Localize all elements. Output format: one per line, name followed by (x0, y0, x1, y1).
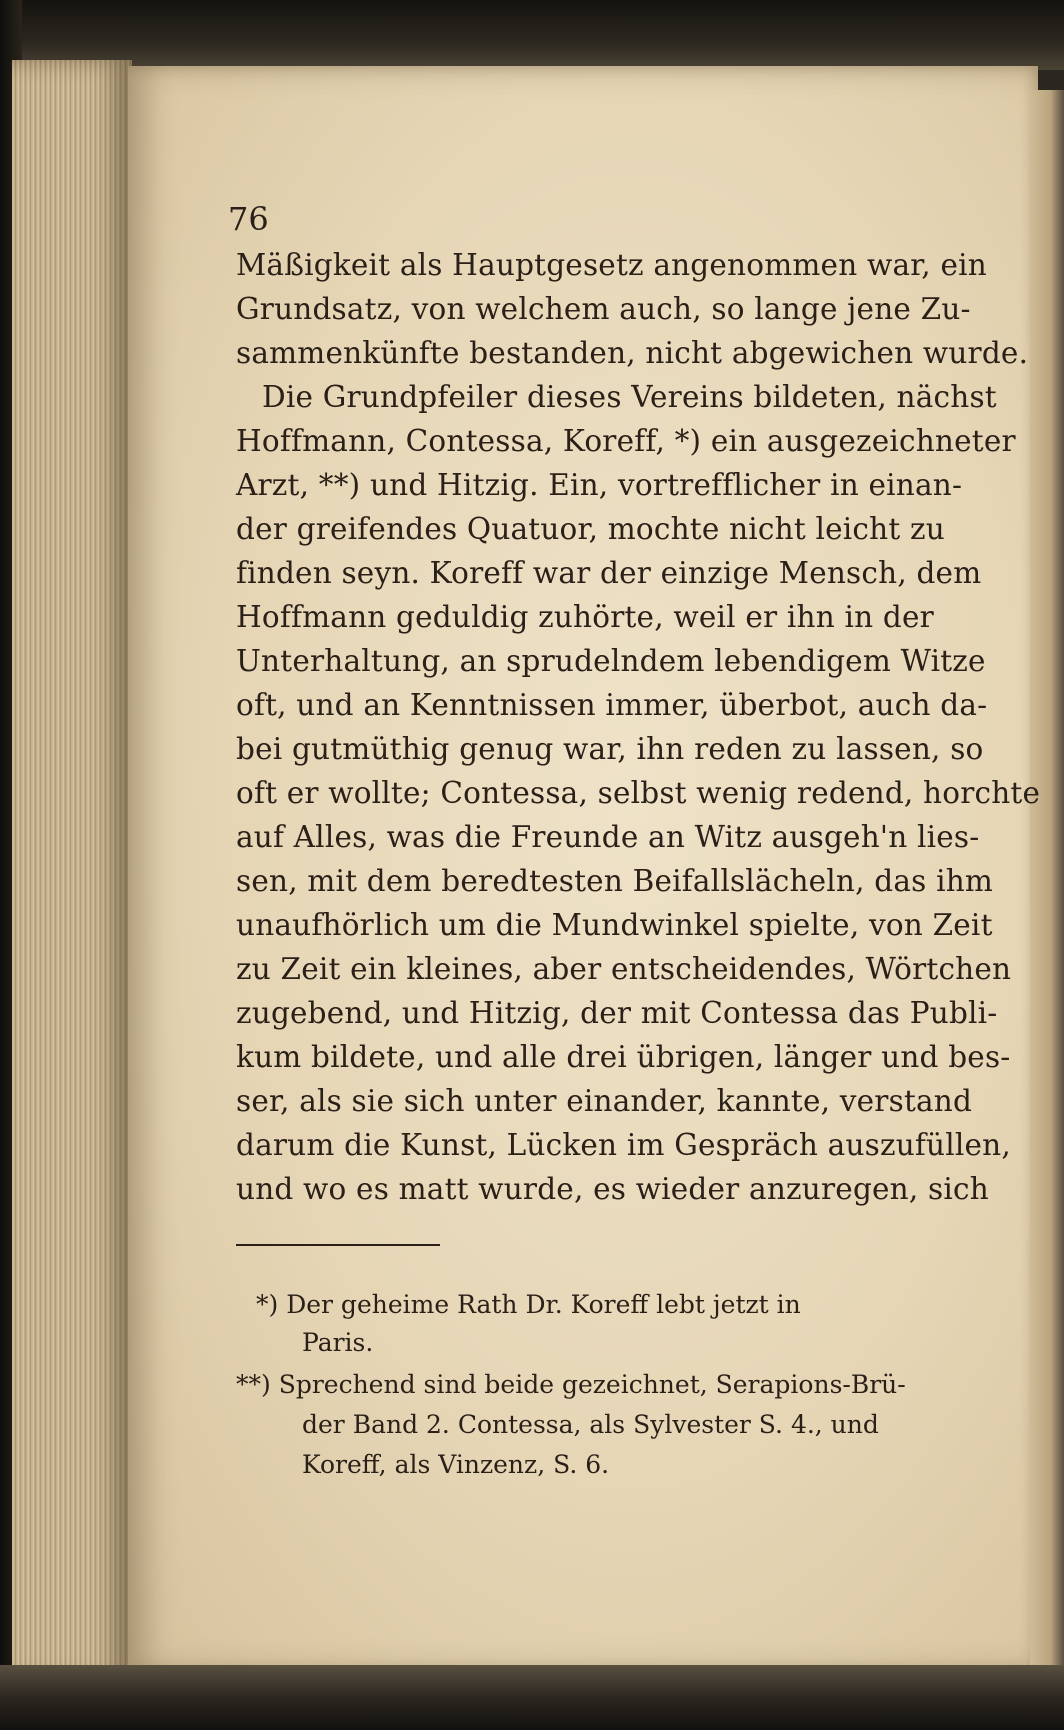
body-line: ser, als sie sich unter einander, kannte, verstand (236, 1084, 973, 1118)
body-line: zu Zeit ein kleines, aber entscheidendes, Wörtchen (236, 952, 1012, 986)
body-line: kum bildete, und alle drei übrigen, länger und bes- (236, 1040, 1011, 1074)
footnote-line: Paris. (302, 1328, 374, 1357)
body-line: auf Alles, was die Freunde an Witz ausgeh'n lies- (236, 820, 980, 854)
body-line: Arzt, **) und Hitzig. Ein, vortrefflicher in einan- (236, 468, 963, 502)
body-line: sen, mit dem beredtesten Beifallslächeln, das ihm (236, 864, 994, 898)
body-line: Hoffmann, Contessa, Koreff, *) ein ausgezeichneter (236, 424, 1016, 458)
body-line: Unterhaltung, an sprudelndem lebendigem Witze (236, 644, 986, 678)
page-stack-edges (12, 60, 132, 1680)
body-line: finden seyn. Koreff war der einzige Mensch, dem (236, 556, 982, 590)
footnote-line: **) Sprechend sind beide gezeichnet, Serapions-Brü- (236, 1370, 906, 1399)
page-number: 76 (228, 200, 269, 238)
body-line: oft er wollte; Contessa, selbst wenig redend, horchte (236, 776, 1041, 810)
body-line: zugebend, und Hitzig, der mit Contessa das Publi- (236, 996, 998, 1030)
body-line: sammenkünfte bestanden, nicht abgewichen wurde. (236, 336, 1029, 370)
body-line: der greifendes Quatuor, mochte nicht leicht zu (236, 512, 945, 546)
body-line: unaufhörlich um die Mundwinkel spielte, von Zeit (236, 908, 993, 942)
footnote-separator (236, 1244, 440, 1246)
body-line: Mäßigkeit als Hauptgesetz angenommen war, ein (236, 248, 987, 282)
footnote-line: *) Der geheime Rath Dr. Koreff lebt jetzt in (256, 1290, 801, 1319)
body-line: darum die Kunst, Lücken im Gespräch auszufüllen, (236, 1128, 1011, 1162)
body-line: Grundsatz, von welchem auch, so lange jene Zu- (236, 292, 971, 326)
body-line: und wo es matt wurde, es wieder anzuregen, sich (236, 1172, 989, 1206)
footnote-line: Koreff, als Vinzenz, S. 6. (302, 1450, 610, 1479)
body-line: oft, und an Kenntnissen immer, überbot, auch da- (236, 688, 988, 722)
book-cover-top-edge (0, 0, 1064, 70)
page-right-edge (1030, 90, 1064, 1670)
body-line: Hoffmann geduldig zuhörte, weil er ihn in der (236, 600, 934, 634)
body-line: bei gutmüthig genug war, ihn reden zu lassen, so (236, 732, 984, 766)
book-cover-bottom-edge (0, 1665, 1064, 1730)
body-line: Die Grundpfeiler dieses Vereins bildeten, nächst (262, 380, 997, 414)
footnote-line: der Band 2. Contessa, als Sylvester S. 4., und (302, 1410, 879, 1439)
